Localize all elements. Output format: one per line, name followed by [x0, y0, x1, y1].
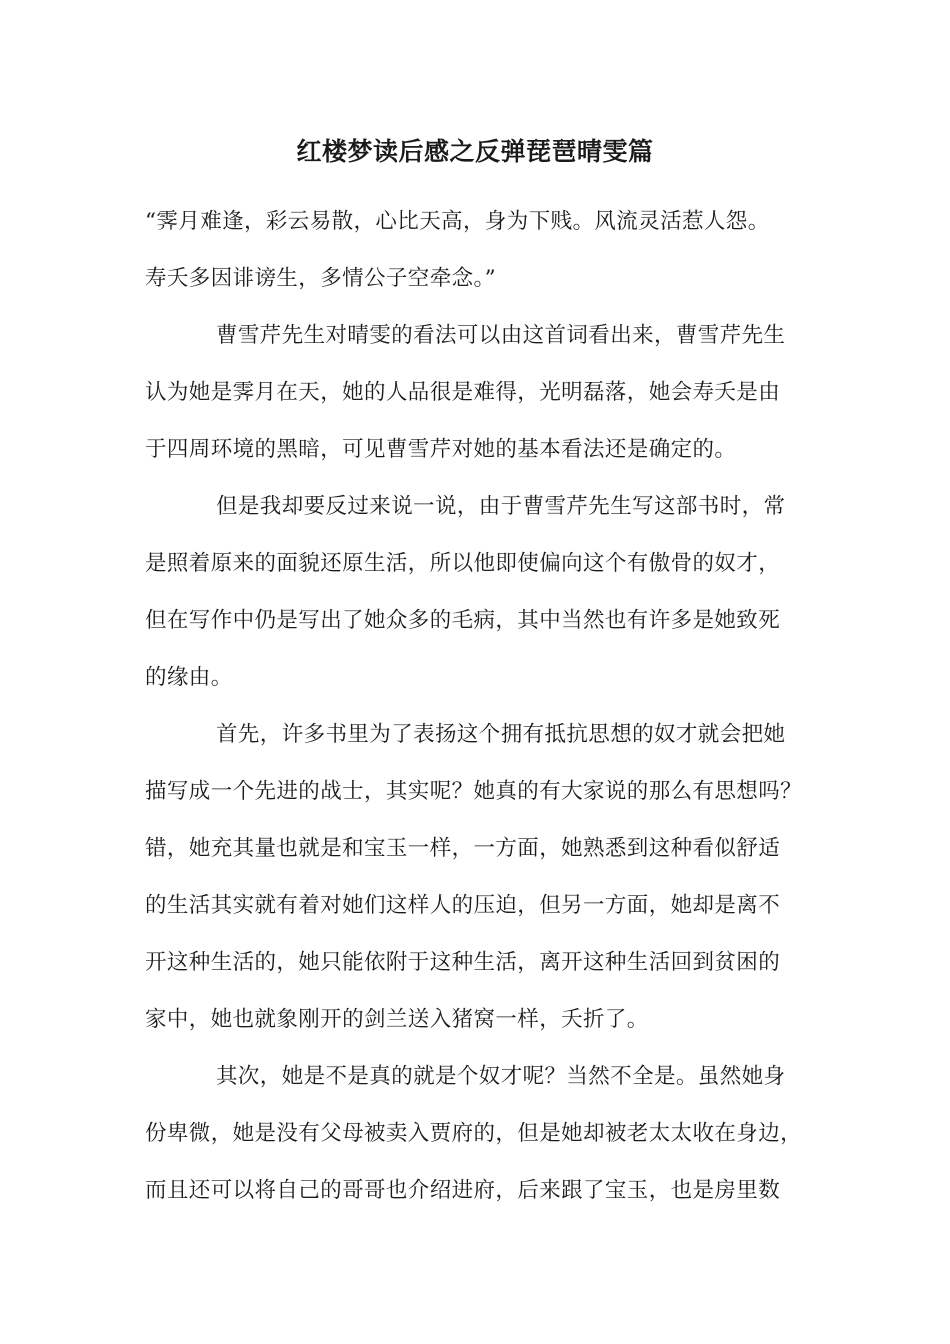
- text-line: 首先，许多书里为了表扬这个拥有抵抗思想的奴才就会把她: [216, 722, 786, 747]
- text-line: 的缘由。: [145, 665, 233, 690]
- text-line: 开这种生活的，她只能依附于这种生活，离开这种生活回到贫困的: [145, 950, 781, 975]
- text-line: 而且还可以将自己的哥哥也介绍进府，后来跟了宝玉，也是房里数: [145, 1178, 781, 1203]
- text-line: 其次，她是不是真的就是个奴才呢？当然不全是。虽然她身: [216, 1064, 786, 1089]
- text-line: 但是我却要反过来说一说，由于曹雪芹先生写这部书时，常: [216, 494, 786, 519]
- text-line: 描写成一个先进的战士，其实呢？她真的有大家说的那么有思想吗？: [145, 779, 803, 804]
- text-line: 是照着原来的面貌还原生活，所以他即使偏向这个有傲骨的奴才，: [145, 551, 781, 576]
- text-line: 曹雪芹先生对晴雯的看法可以由这首词看出来，曹雪芹先生: [216, 323, 786, 348]
- document-title: 红楼梦读后感之反弹琵琶晴雯篇: [296, 137, 654, 166]
- text-line: 错，她充其量也就是和宝玉一样，一方面，她熟悉到这种看似舒适: [145, 836, 781, 861]
- text-line: 认为她是霁月在天，她的人品很是难得，光明磊落，她会寿夭是由: [145, 380, 781, 405]
- text-line: 于四周环境的黑暗，可见曹雪芹对她的基本看法还是确定的。: [145, 437, 737, 462]
- text-line: 份卑微，她是没有父母被卖入贾府的，但是她却被老太太收在身边，: [145, 1121, 803, 1146]
- text-line: 家中，她也就象刚开的剑兰送入猪窝一样，夭折了。: [145, 1007, 649, 1032]
- text-line: 的生活其实就有着对她们这样人的压迫，但另一方面，她却是离不: [145, 893, 781, 918]
- text-line: “霁月难逢，彩云易散，心比天高，身为下贱。风流灵活惹人怨。: [145, 209, 770, 234]
- text-line: 但在写作中仍是写出了她众多的毛病，其中当然也有许多是她致死: [145, 608, 781, 633]
- text-line: 寿夭多因诽谤生，多情公子空牵念。”: [145, 266, 497, 291]
